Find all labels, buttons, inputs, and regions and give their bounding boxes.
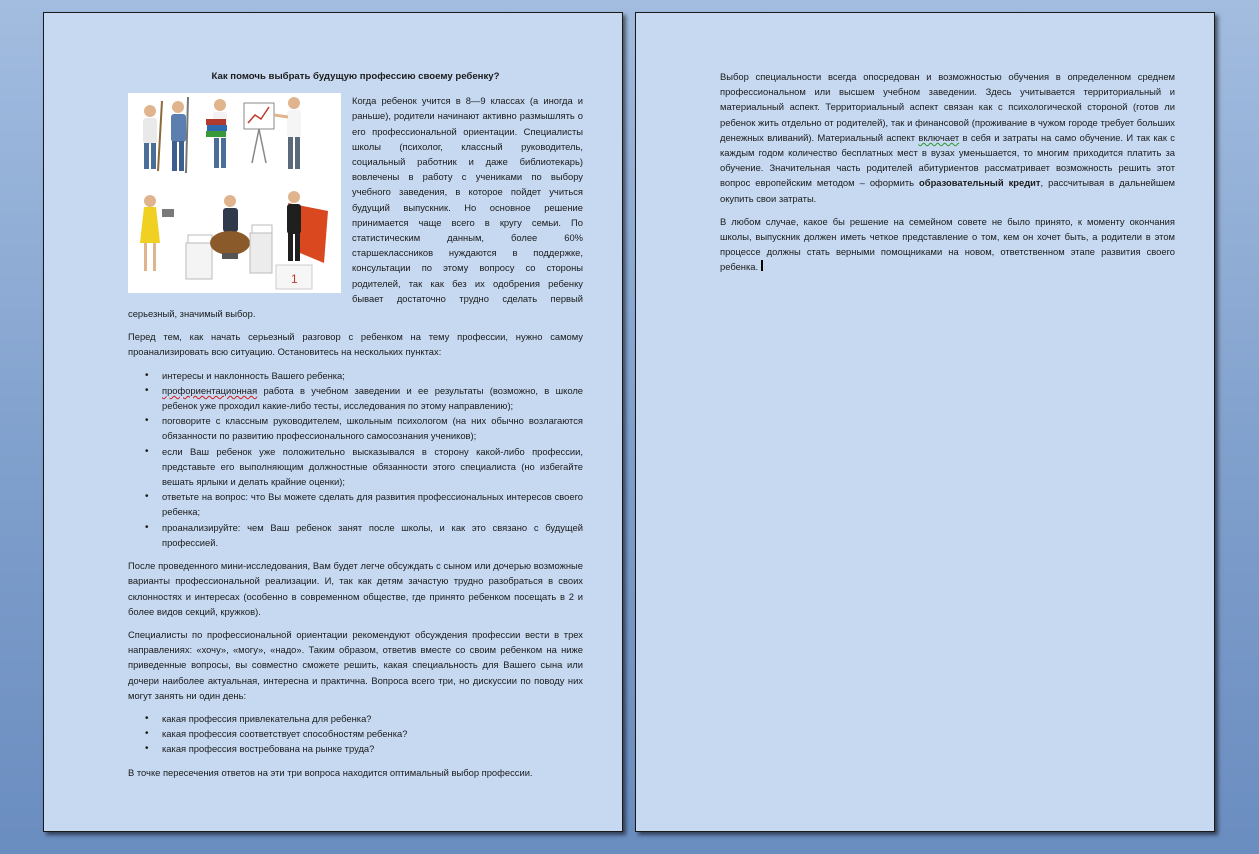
analysis-list (128, 368, 583, 550)
svg-text:1: 1 (291, 272, 298, 287)
list-item: • проанализируйте: чем Ваш ребенок занят после школы, и как это связано с будущей профессией. (162, 520, 583, 550)
paragraph-specialists: Специалисты по профессиональной ориентации рекомендуют обсуждения профессии вести в трех направлениях: «хочу», «могу», «надо». Таким образом, ответив вместе со своим ребенком на ниже приведенные вопросы, вы совместно сможете решить, какая специальность для Вашего сына или дочери наиболее актуальная, интересна и практична. Вопроса всего три, но дискуссии по поводу них могут занять ни один день: (128, 628, 583, 701)
text-cursor (761, 260, 763, 271)
page-2-content[interactable] (720, 69, 1175, 283)
document-title: Как помочь выбрать будущую профессию своему ребенку? (211, 71, 500, 82)
paragraph-specialty-choice: Выбор специальности всегда опосредован и возможностью обучения в определенном среднем профессиональном или высшем учебном заведении. Здесь учитывается территориальный и материальный аспект. Территориальный аспект связан как с психологической стороной (готов ли ребенок жить отдельно от родителей), так и финансовой (проживание в чужом городе требует больших денежных вливаний). Материальный аспект включает в себя и затраты на само обучение. И так как с каждым годом количество бесплатных мест в вузах уменьшается, то многим приходится платить за обучение. Значительная часть родителей абитуриентов рассматривает возможность решить этот вопрос европейским методом – оформить образовательный кредит, рассчитывая в дальнейшем окупить свои затраты. (720, 71, 1176, 204)
grammar-flagged-word[interactable]: включает (918, 131, 960, 143)
list-item: • поговорите с классным руководителем, школьным психологом (на них обычно возлагаются обязанности по развитию профессионального самосознания учеников); (162, 413, 583, 443)
list-item: • профориентационная работа в учебном заведении и ее результаты (возможно, в школе ребенок уже проходил какие-либо тесты, исследования по этому направлению); (162, 383, 583, 413)
paragraph-conclusion: В точке пересечения ответов на эти три вопроса находится оптимальный выбор профессии. (128, 766, 533, 778)
list-item: • интересы и наклонность Вашего ребенка; (162, 368, 583, 383)
misspelled-word[interactable]: профориентационная (162, 384, 258, 396)
paragraph-final: В любом случае, какое бы решение на семейном совете не было принято, к моменту окончания школы, выпускник должен иметь четкое представление о том, кем он хочет быть, а родители в этом процессе должны стать верными помощниками на новом, ответственном этапе развития своего ребенка. (720, 215, 1175, 273)
list-item: • какая профессия привлекательна для ребенка? (162, 711, 583, 726)
paragraph-situation: Перед тем, как начать серьезный разговор с ребенком на тему профессии, нужно самому проанализировать всю ситуацию. Остановитесь на нескольких пунктах: (128, 331, 583, 358)
professions-illustration[interactable] (128, 93, 341, 293)
list-item: • какая профессия соответствует способностям ребенка? (162, 726, 583, 741)
questions-list (128, 711, 583, 757)
document-page-1[interactable] (43, 12, 623, 832)
page-1-content[interactable] (128, 69, 583, 788)
professions-clipart-icon (128, 93, 341, 293)
list-item: • ответьте на вопрос: что Вы можете сделать для развития профессиональных интересов своего ребенка; (162, 489, 583, 519)
list-item: • если Ваш ребенок уже положительно высказывался в сторону какой-либо профессии, представьте его выполняющим должностные обязанности этого специалиста (но избегайте вешать ярлыки и делать крайние оценки); (162, 444, 583, 490)
document-page-2[interactable] (635, 12, 1215, 832)
paragraph-after-research: После проведенного мини-исследования, Вам будет легче обсуждать с сыном или дочерью возможные варианты профессиональной реализации. И, так как детям зачастую трудно разобраться в своих склонностях и интересах (особенно в современном обществе, где принято ребенком посещать в 2 и более видов секций, кружков). (128, 560, 583, 617)
bold-term: образовательный кредит (919, 177, 1041, 189)
intro-paragraph: Когда ребенок учится в 8—9 классах (а иногда и раньше), родители начинают активно размышлять о его профессиональной ориентации. Специалисты школы (психолог, классный руководитель, социальный работник и даже библиотекарь) вовлечены в работу с учениками по выбору учебного заведения, в которое пойдет учиться будущий выпускник. Но основное решение принимается чаще всего в кругу семьи. По статистическим данным, более 60% старшеклассников нуждаются в поддержке, консультации по этому вопросу со стороны родителей, так как без их одобрения ребенку бывает достаточно трудно сделать первый серьезный, значимый выбор. (128, 95, 583, 320)
list-item: • какая профессия востребована на рынке труда? (162, 741, 583, 756)
